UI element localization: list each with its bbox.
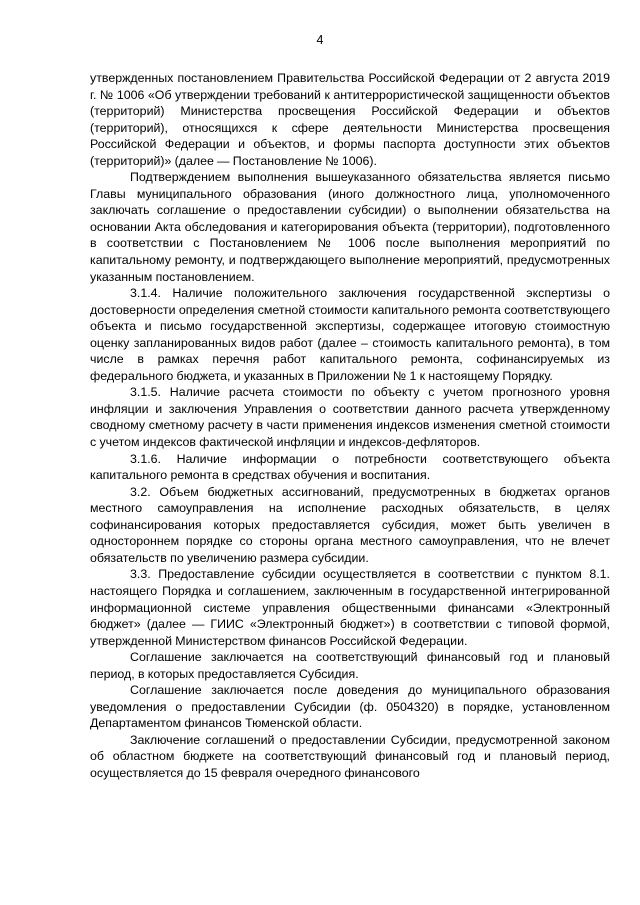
paragraph-3-1-5: 3.1.5. Наличие расчета стоимости по объекту с учетом прогнозного уровня инфляции и заключения Управления о соответствии данного расчета утвержденному сводному сметному расчету в части применения индексов изменения сметной стоимости с учетом индексов фактической инфляции и индексов-дефляторов. bbox=[90, 385, 610, 450]
paragraph-agreement-period: Соглашение заключается на соответствующий финансовый год и плановый период, в которых предоставляется Субсидия. bbox=[90, 650, 610, 681]
paragraph-agreement-deadline: Заключение соглашений о предоставлении Субсидии, предусмотренной законом об областном бюджете на соответствующий финансовый год и плановый период, осуществляется до 15 февраля очередного финансового bbox=[90, 732, 610, 780]
paragraph-3-1-6: 3.1.6. Наличие информации о потребности соответствующего объекта капитального ремонта в средствах обучения и воспитания. bbox=[90, 451, 610, 483]
paragraph-3-2: 3.2. Объем бюджетных ассигнований, предусмотренных в бюджетах органов местного самоуправления на исполнение расходных обязательств, в целях софинансирования которых предоставляется субсидия, может быть увеличен в одностороннем порядке со стороны органа местного самоуправления, что не влечет обязательств по увеличению размера субсидии. bbox=[90, 484, 610, 565]
paragraph-3-1-4: 3.1.4. Наличие положительного заключения государственной экспертизы о достоверности определения сметной стоимости капитального ремонта соответствующего объекта и письмо государственной экспертизы, содержащее итоговую стоимостную оценку запланированных видов работ (далее – стоимость капитального ремонта), в том числе в рамках перечня работ капитального ремонта, софинансируемых из федерального бюджета, и указанных в Приложении № 1 к настоящему Порядку. bbox=[90, 286, 610, 383]
paragraph-agreement-notification: Соглашение заключается после доведения до муниципального образования уведомления о предоставлении Субсидии (ф. 0504320) в порядке, установленном Департаментом финансов Тюменской области. bbox=[90, 683, 610, 731]
page-number: 4 bbox=[316, 33, 324, 47]
document-body bbox=[90, 70, 610, 782]
paragraph-3-3: 3.3. Предоставление субсидии осуществляется в соответствии с пунктом 8.1. настоящего Порядка и соглашением, заключенным в государственной интегрированной информационной системе управления общественными финансами «Электронный бюджет» (далее — ГИИС «Электронный бюджет») в соответствии с типовой формой, утвержденной Министерством финансов Российской Федерации. bbox=[90, 567, 610, 648]
paragraph-confirmation-letter: Подтверждением выполнения вышеуказанного обязательства является письмо Главы муниципального образования (иного должностного лица, уполномоченного заключать соглашение о предоставлении субсидии) о выполнении обязательства на основании Акта обследования и категорирования объекта (территории), подготовленного в соответствии с Постановлением № 1006 после выполнения мероприятий по капитальному ремонту, и подтверждающего выполнение мероприятий, предусмотренных указанным постановлением. bbox=[90, 170, 610, 284]
paragraph-continuation: утвержденных постановлением Правительства Российской Федерации от 2 августа 2019 г. № 1006 «Об утверждении требований к антитеррористической защищенности объектов (территорий) Министерства просвещения Российской Федерации и объектов (территорий), относящихся к сфере деятельности Министерства просвещения Российской Федерации и объектов, и формы паспорта доступности этих объектов (территорий)» (далее — Постановление № 1006). bbox=[90, 71, 610, 168]
